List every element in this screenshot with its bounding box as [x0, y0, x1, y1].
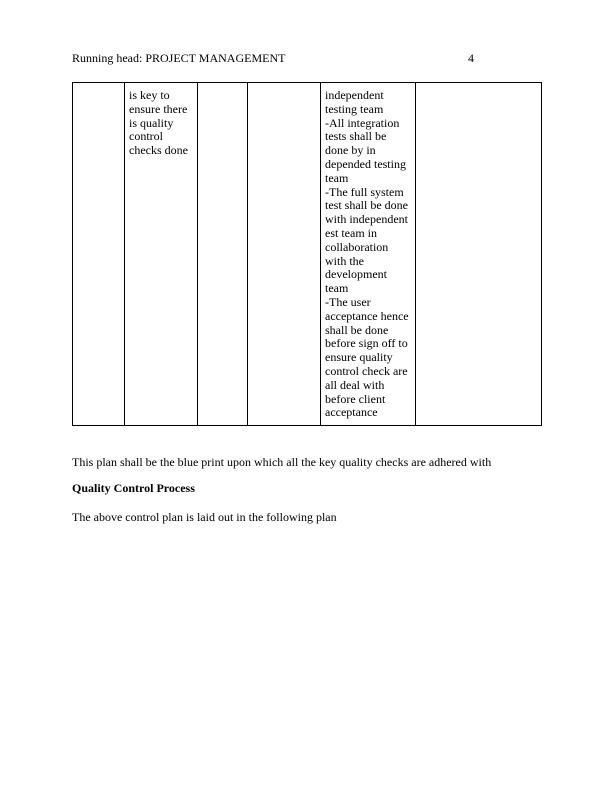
table-cell-5-line: -The full system test shall be done with independent est team in collaboration with the development team [325, 184, 408, 296]
table-cell-6 [416, 83, 542, 426]
table-cell-2-text: is key to ensure there is quality control checks done [129, 88, 188, 158]
body-paragraph: The above control plan is laid out in the following plan [72, 510, 337, 524]
table-cell-4 [248, 83, 321, 426]
table-cell-1 [73, 83, 125, 426]
section-heading: Quality Control Process [72, 481, 195, 495]
running-head: Running head: PROJECT MANAGEMENT [72, 51, 286, 65]
table-cell-5-line: -The user acceptance hence shall be done before sign off to ensure quality control check are all deal with before client acceptance [325, 294, 409, 420]
body-paragraph: This plan shall be the blue print upon which all the key quality checks are adhered with [72, 455, 492, 469]
table-cell-2 [125, 83, 198, 426]
table-cell-5-line: -All integration tests shall be done by in depended testing team [325, 115, 406, 185]
table-cell-5-line: independent testing team [325, 88, 384, 116]
quality-plan-table [72, 82, 542, 426]
page-number: 4 [468, 51, 474, 65]
table-cell-3 [198, 83, 248, 426]
table-cell-5 [321, 83, 416, 426]
table-row [73, 83, 542, 426]
